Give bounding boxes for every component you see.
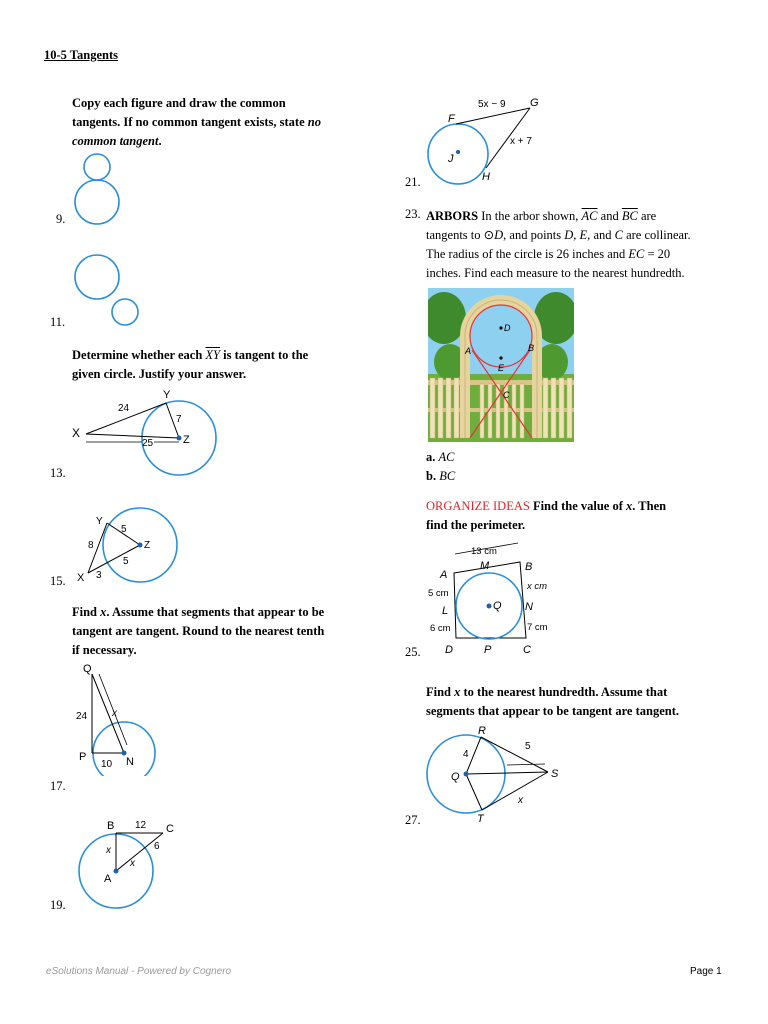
length-7cm: 7 cm [527, 622, 548, 633]
p23-line-1-pre: In the arbor shown, [478, 209, 582, 223]
tangent-fg [456, 108, 530, 124]
label-l: L [442, 605, 449, 617]
problem-number-23: 23. [405, 207, 421, 221]
s4-pre: Find [426, 685, 455, 699]
label-h: H [482, 171, 490, 183]
label-z: Z [144, 540, 151, 551]
label-a: A [104, 873, 112, 885]
length-6cm: 6 cm [430, 623, 451, 634]
findx-line-3: if necessary. [72, 643, 137, 657]
length-x: x [112, 708, 117, 719]
figure-13 [66, 384, 226, 480]
length-25: 25 [142, 438, 154, 449]
p23-and: and [597, 209, 622, 223]
label-r: R [478, 725, 486, 737]
segment-qn [92, 674, 124, 753]
instructions-find-x [72, 603, 382, 660]
part-b-label: b. [426, 469, 437, 483]
label-a: A [465, 346, 472, 356]
findx-pre: Find [72, 605, 101, 619]
label-p: P [79, 751, 87, 763]
label-n: N [525, 601, 533, 613]
p23-d: D [494, 228, 504, 242]
label-b: B [107, 820, 115, 832]
length-x: x [518, 795, 523, 806]
figure-19 [70, 812, 190, 922]
arbor-photo [428, 288, 574, 442]
p25-x: x [626, 499, 633, 513]
problem-23-text [426, 207, 746, 283]
footer-credit: eSolutions Manual - Powered by Cognero [46, 966, 232, 977]
part-b-value: BC [439, 469, 456, 483]
tangent-rs [481, 737, 548, 772]
length-xcm: x cm [527, 581, 548, 592]
det-line-1 [72, 346, 372, 365]
det-line-1-pre: Determine whether each [72, 348, 206, 362]
p23-line-2-post: , and points [503, 228, 565, 242]
length-7: 7 [176, 414, 182, 425]
label-b: B [528, 343, 535, 353]
segment-ac [116, 833, 163, 871]
s4-line-1 [426, 683, 746, 702]
length-12: 12 [135, 820, 147, 831]
label-s: S [551, 768, 559, 780]
length-13cm: 13 cm [471, 546, 497, 557]
label-c: C [503, 390, 510, 400]
p23-line-3 [426, 245, 746, 264]
p23-line-2-end: are collinear. [622, 228, 691, 242]
center-point-z [177, 436, 182, 441]
label-e: E [498, 363, 505, 373]
s4-post: to the nearest hundredth. Assume that [460, 685, 668, 699]
length-24: 24 [118, 403, 130, 414]
p25-line-2: find the perimeter. [426, 518, 526, 532]
det-line-2: given circle. Justify your answer. [72, 367, 247, 381]
figure-9 [68, 146, 128, 230]
dimension-line-5 [507, 764, 545, 765]
problem-number-19: 19. [50, 898, 66, 912]
p25-line-1-end: . Then [632, 499, 667, 513]
tangent-ts [482, 772, 548, 810]
circle-symbol: ⊙ [483, 228, 495, 242]
figure-11 [70, 250, 142, 330]
center-point-q [464, 772, 469, 777]
p25-line-1-post: Find the value of [529, 499, 626, 513]
p23-line-2-and: and [590, 228, 615, 242]
problem-number-9: 9. [56, 212, 66, 226]
length-4: 4 [463, 749, 469, 760]
page-number: Page 1 [690, 966, 722, 977]
length-8: 8 [88, 540, 94, 551]
center-point-z [138, 543, 143, 548]
part-a-label: a. [426, 450, 436, 464]
small-circle [112, 299, 138, 325]
findx-var: x [100, 605, 107, 619]
p23-line-1 [426, 207, 746, 226]
part-a-value: AC [438, 450, 455, 464]
label-x: X [77, 572, 85, 584]
label-y: Y [96, 516, 103, 527]
label-c: C [523, 644, 531, 656]
problem-number-17: 17. [50, 779, 66, 793]
problem-number-21: 21. [405, 175, 421, 189]
instructions-find-x-hundredth [426, 683, 746, 721]
length-x-vertical: x [106, 845, 111, 856]
segment-xy: $\overline{XY}$ [205, 348, 220, 362]
findx-line-2: tangent are tangent. Round to the nearest tenth [72, 624, 325, 638]
label-t: T [477, 813, 484, 825]
length-5x-minus-9: 5x − 9 [478, 99, 506, 110]
center-point-n [122, 751, 127, 756]
label-d: D [445, 644, 453, 656]
length-5-bottom: 5 [123, 556, 129, 567]
page-title: 10-5 Tangents [44, 48, 118, 62]
figure-25 [426, 538, 556, 660]
p25-heading: ORGANIZE IDEAS [426, 499, 530, 513]
p25-line-1 [426, 497, 746, 516]
det-line-1-post: is tangent to the [220, 348, 309, 362]
p23-line-2-pre: tangents to [426, 228, 484, 242]
label-c: C [166, 823, 174, 835]
p23-line-3-pre: The radius of the circle is 26 inches and [426, 247, 629, 261]
p23-line-1-post: are [637, 209, 657, 223]
length-5cm: 5 cm [428, 588, 449, 599]
segment-xz [86, 434, 179, 438]
part-b [426, 467, 455, 486]
segment-bc: $\overline{BC}$ [621, 209, 638, 223]
center-point-a [114, 869, 119, 874]
instructions-determine-tangent [72, 346, 372, 384]
s4-line-2: segments that appear to be tangent are tangent. [426, 704, 679, 718]
label-y: Y [163, 389, 171, 401]
length-x-plus-7: x + 7 [510, 136, 532, 147]
label-q: Q [493, 600, 502, 612]
problem-25-text [426, 497, 746, 535]
length-10: 10 [101, 759, 113, 770]
segment-qs [466, 772, 548, 774]
figure-21 [420, 90, 560, 190]
instructions-common-tangents [72, 94, 372, 151]
figure-27 [424, 722, 574, 828]
center-point-j [456, 150, 460, 154]
label-x: X [72, 426, 81, 440]
segment-ac: $\overline{AC}$ [581, 209, 598, 223]
p23-line-4: inches. Find each measure to the nearest hundredth. [426, 266, 685, 280]
instr-no: no [307, 115, 321, 129]
label-d: D [504, 323, 511, 333]
p23-c: C [614, 228, 623, 242]
length-3: 3 [96, 570, 102, 581]
label-j: J [448, 153, 454, 165]
findx-post: . Assume that segments that appear to be [106, 605, 325, 619]
problem-number-13: 13. [50, 466, 66, 480]
length-5: 5 [525, 741, 531, 752]
label-b: B [525, 561, 533, 573]
label-a: A [440, 569, 448, 581]
label-p: P [484, 644, 492, 656]
point-e [499, 356, 502, 359]
p23-line-3-post: = 20 [644, 247, 671, 261]
figure-17 [70, 660, 166, 776]
instr-common-tangent: common tangent [72, 134, 159, 148]
part-a [426, 448, 454, 467]
s4-x: x [454, 685, 461, 699]
segment-xz [88, 545, 140, 573]
label-m: M [480, 560, 490, 572]
large-circle [75, 255, 119, 299]
p23-ec: EC [628, 247, 645, 261]
label-z: Z [183, 434, 190, 446]
instr-line-1: Copy each figure and draw the common [72, 96, 286, 110]
problem-number-15: 15. [50, 574, 66, 588]
large-circle [75, 180, 119, 224]
p23-points: D, E, [564, 228, 591, 242]
problem-number-25: 25. [405, 645, 421, 659]
label-f: F [448, 113, 455, 125]
label-n: N [126, 756, 134, 768]
radius-qt [466, 774, 482, 810]
figure-15 [70, 500, 182, 588]
small-circle [84, 154, 110, 180]
length-6: 6 [154, 841, 160, 852]
label-q: Q [451, 771, 460, 783]
findx-line-1 [72, 603, 382, 622]
instr-line-2-text: tangents. If no common tangent exists, state [72, 115, 308, 129]
label-g: G [530, 97, 539, 109]
center-point-q [487, 604, 492, 609]
length-5-top: 5 [121, 524, 127, 535]
point-d [499, 326, 502, 329]
instr-line-2 [72, 113, 372, 132]
length-x-radius: x [130, 858, 135, 869]
problem-number-11: 11. [50, 315, 66, 329]
problem-number-27: 27. [405, 813, 421, 827]
p23-heading: ARBORS [426, 209, 479, 223]
p23-line-2 [426, 226, 746, 245]
length-24: 24 [76, 711, 88, 722]
instr-period: . [158, 134, 162, 148]
label-q: Q [83, 663, 92, 675]
